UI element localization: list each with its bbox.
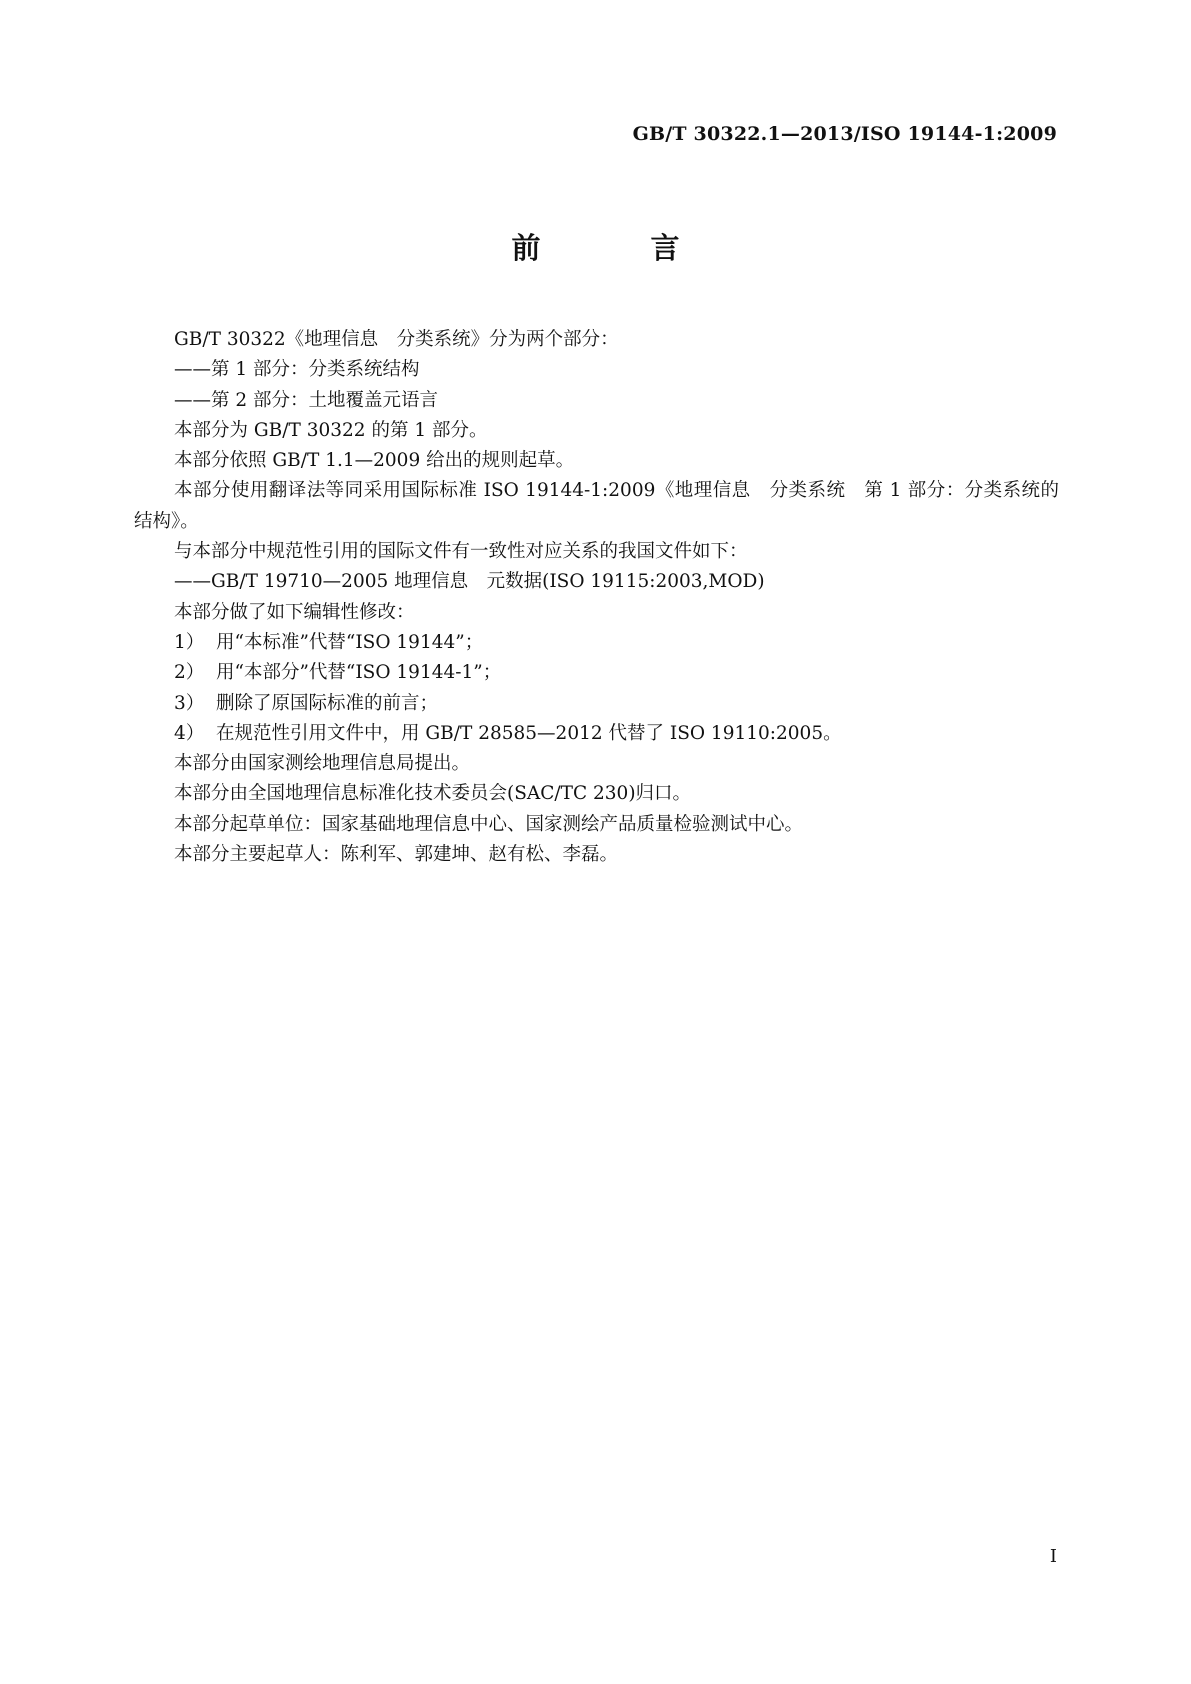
paragraph-this-part: 本部分为 GB/T 30322 的第 1 部分。 (174, 419, 488, 441)
foreword-body (134, 325, 1059, 870)
paragraph-main-drafters: 本部分主要起草人：陈利军、郭建坤、赵有松、李磊。 (174, 844, 619, 866)
paragraph-corresponding-document: ——GB/T 19710—2005 地理信息 元数据(ISO 19115:2003,MOD) (174, 571, 765, 593)
paragraph-adoption: 本部分使用翻译法等同采用国际标准 ISO 19144-1:2009《地理信息 分类系统 第 1 部分：分类系统的结构》。 (134, 480, 1059, 532)
modification-item (134, 719, 1059, 749)
modification-text: 在规范性引用文件中，用 GB/T 28585—2012 代替了 ISO 19110:2005。 (216, 722, 842, 744)
paragraph-drafting-rules: 本部分依照 GB/T 1.1—2009 给出的规则起草。 (174, 450, 575, 472)
page-title: 前 言 (511, 231, 730, 265)
paragraph-series-intro: GB/T 30322《地理信息 分类系统》分为两个部分： (174, 329, 619, 350)
standard-code-header: GB/T 30322.1—2013/ISO 19144-1:2009 (632, 123, 1057, 145)
modification-text: 用“本标准”代替“ISO 19144”； (216, 631, 484, 653)
paragraph-administered-by: 本部分由全国地理信息标准化技术委员会(SAC/TC 230)归口。 (174, 783, 692, 805)
modification-number: 2） (174, 662, 205, 684)
paragraph-correspondence-intro: 与本部分中规范性引用的国际文件有一致性对应关系的我国文件如下： (174, 541, 748, 563)
paragraph-modifications-intro: 本部分做了如下编辑性修改： (174, 601, 415, 623)
modification-item (134, 658, 1059, 688)
modification-text: 删除了原国际标准的前言； (216, 692, 439, 714)
paragraph-drafting-units: 本部分起草单位：国家基础地理信息中心、国家测绘产品质量检验测试中心。 (174, 813, 804, 835)
paragraph-part-2: ——第 2 部分：土地覆盖元语言 (174, 389, 439, 411)
modification-item (134, 628, 1059, 658)
modification-number: 1） (174, 631, 205, 653)
modification-text: 用“本部分”代替“ISO 19144-1”； (216, 662, 502, 684)
modification-item (134, 689, 1059, 719)
paragraph-proposed-by: 本部分由国家测绘地理信息局提出。 (174, 753, 471, 775)
modification-number: 4） (174, 722, 205, 744)
paragraph-part-1: ——第 1 部分：分类系统结构 (174, 359, 420, 381)
modification-number: 3） (174, 692, 205, 714)
page-number: I (1049, 1546, 1057, 1567)
